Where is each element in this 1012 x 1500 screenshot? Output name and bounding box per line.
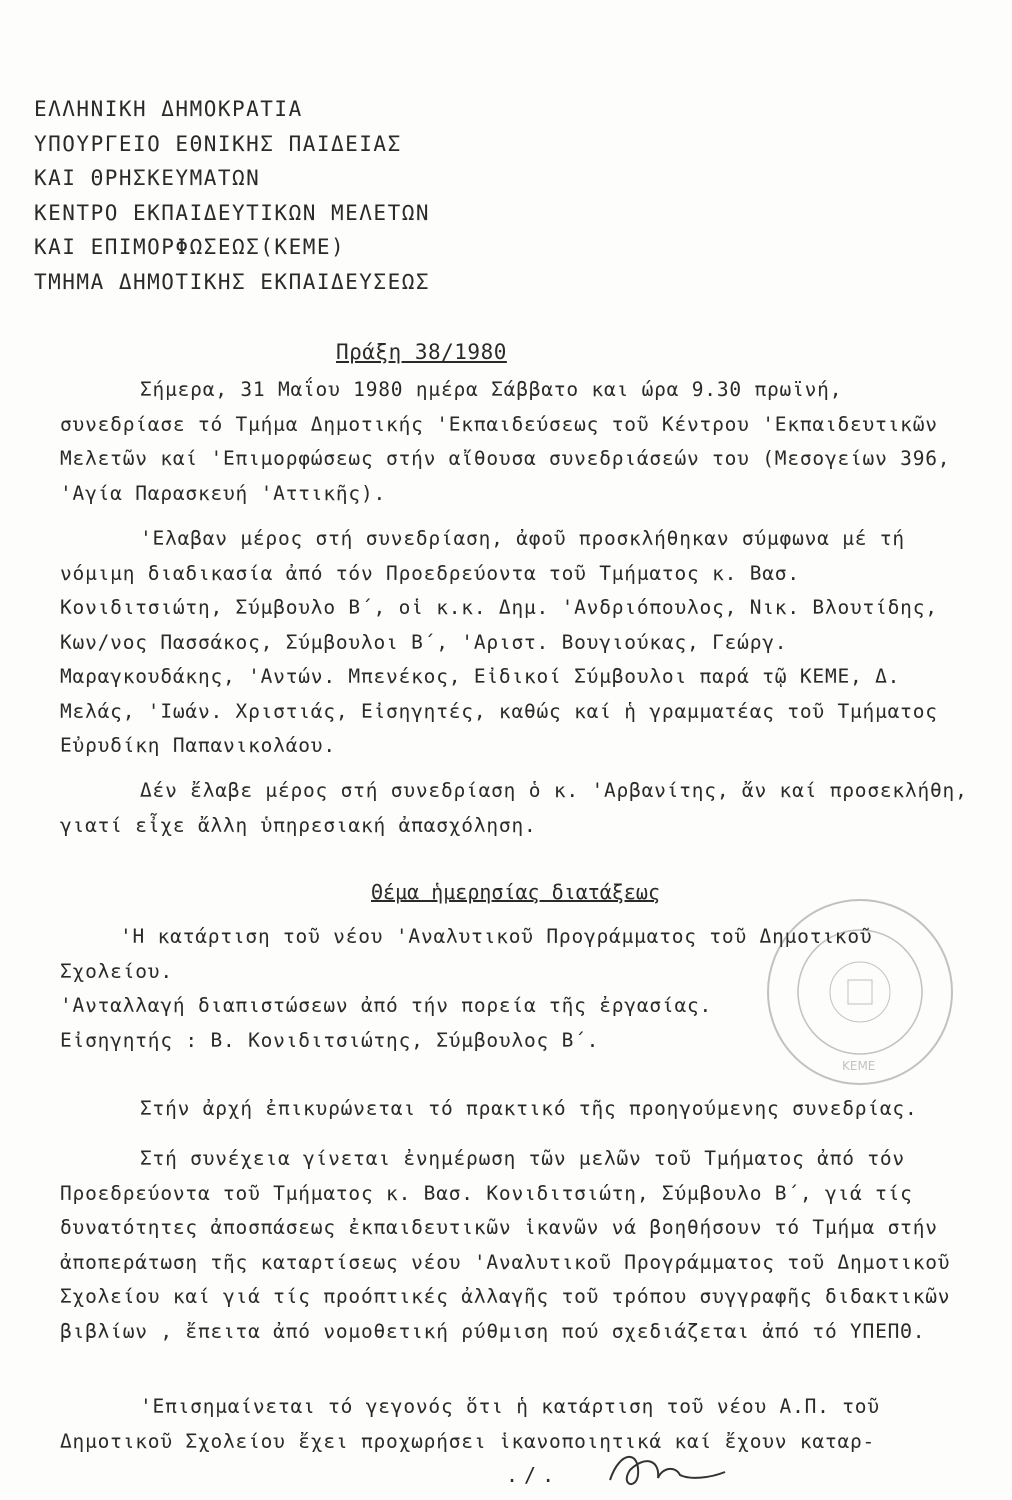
- paragraph-session-intro: [60, 373, 970, 511]
- handwritten-signature: [600, 1440, 730, 1500]
- letterhead-line: ΚΑΙ ΘΡΗΣΚΕΥΜΑΤΩΝ: [34, 166, 261, 190]
- paragraph-text: Σήμερα, 31 Μαΐου 1980 ημέρα Σάββατο και ώρα 9.30 πρωϊνή, συνεδρίασε τό Τμήμα Δημοτικής 'Εκπαιδεύσεως τοῦ Κέντρου 'Εκπαιδευτικῶν Μελετῶν καί 'Επιμορφώσεως στήν αἴθουσα συνεδριάσεών του (Μεσογείων 396, 'Αγία Παρασκευή 'Αττικῆς).: [60, 378, 951, 505]
- paragraph-absent: [60, 774, 970, 843]
- continuation-mark: ./.: [506, 1463, 561, 1487]
- letterhead: [34, 92, 430, 299]
- letterhead-line: ΥΠΟΥΡΓΕΙΟ ΕΘΝΙΚΗΣ ΠΑΙΔΕΙΑΣ: [34, 131, 402, 156]
- paragraph-text: Στήν ἀρχή ἐπικυρώνεται τό πρακτικό τῆς προηγούμενης συνεδρίας.: [140, 1097, 918, 1120]
- agenda-heading: Θέμα ἡμερησίας διατάξεως: [371, 880, 660, 904]
- letterhead-line: ΚΕΝΤΡΟ ΕΚΠΑΙΔΕΥΤΙΚΩΝ ΜΕΛΕΤΩΝ: [34, 200, 431, 225]
- letterhead-line: ΕΛΛΗΝΙΚΗ ΔΗΜΟΚΡΑΤΙΑ: [34, 97, 303, 121]
- agenda-items: [60, 920, 873, 1058]
- agenda-line: Εἰσηγητής : Β. Κονιδιτσιώτης, Σύμβουλος Β΄.: [60, 1028, 600, 1052]
- letterhead-line: ΚΑΙ ΕΠΙΜΟΡΦΩΣΕΩΣ(ΚΕΜΕ): [34, 235, 346, 259]
- document-title: Πράξη 38/1980: [336, 340, 507, 364]
- paragraph-text: 'Επισημαίνεται τό γεγονός ὅτι ἡ κατάρτιση τοῦ νέου Α.Π. τοῦ Δημοτικοῦ Σχολείου ἔχει προχωρήσει ἱκανοποιητικά καί ἔχουν καταρ-: [60, 1395, 880, 1453]
- stamp-label: ΚΕΜΕ: [842, 1059, 876, 1073]
- paragraph-briefing: [60, 1142, 970, 1349]
- paragraph-attendees: [60, 522, 970, 764]
- paragraph-text: Δέν ἔλαβε μέρος στή συνεδρίαση ὁ κ. 'Αρβανίτης, ἄν καί προσεκλήθη, γιατί εἶχε ἄλλη ὑπηρεσιακή ἀπασχόληση.: [60, 779, 968, 837]
- official-seal-stamp: [760, 892, 960, 1092]
- agenda-line: 'Η κατάρτιση τοῦ νέου 'Αναλυτικοῦ Προγράμματος τοῦ Δημοτικοῦ: [120, 925, 873, 948]
- paragraph-text: 'Ελαβαν μέρος στή συνεδρίαση, ἀφοῦ προσκλήθηκαν σύμφωνα μέ τή νόμιμη διαδικασία ἀπό τόν Προεδρεύοντα τοῦ Τμήματος κ. Βασ. Κονιδιτσιώτη, Σύμβουλο Β΄, οἱ κ.κ. Δημ. 'Ανδριόπουλος, Νικ. Βλουτίδης, Κων/νος Πασσάκος, Σύμβουλοι Β΄, 'Αριστ. Βουγιούκας, Γεώργ. Μαραγκουδάκης, 'Αντών. Μπενέκος, Εἰδικοί Σύμβουλοι παρά τῷ ΚΕΜΕ, Δ. Μελάς, 'Ιωάν. Χριστιάς, Εἰσηγητές, καθώς καί ἡ γραμματέας τοῦ Τμήματος Εὐρυδίκη Παπανικολάου.: [60, 527, 938, 757]
- agenda-line: Σχολείου.: [60, 959, 173, 983]
- paragraph-text: Στή συνέχεια γίνεται ἐνημέρωση τῶν μελῶν τοῦ Τμήματος ἀπό τόν Προεδρεύοντα τοῦ Τμήματος κ. Βασ. Κονιδιτσιώτη, Σύμβουλο Β΄, γιά τίς δυνατότητες ἀποσπάσεως ἐκπαιδευτικῶν ἱκανῶν νά βοηθήσουν τό Τμήμα στήν ἀποπεράτωση τῆς καταρτίσεως νέου 'Αναλυτικοῦ Προγράμματος τοῦ Δημοτικοῦ Σχολείου καί γιά τίς προόπτικές ἀλλαγῆς τοῦ τρόπου συγγραφῆς διδακτικῶν βιβλίων , ἔπειτα ἀπό νομοθετική ρύθμιση πού σχεδιάζεται ἀπό τό ΥΠΕΠΘ.: [60, 1147, 951, 1343]
- letterhead-line: ΤΜΗΜΑ ΔΗΜΟΤΙΚΗΣ ΕΚΠΑΙΔΕΥΣΕΩΣ: [34, 269, 431, 294]
- paragraph-progress: [60, 1390, 970, 1459]
- paragraph-minutes-approval: [60, 1092, 970, 1127]
- agenda-line: 'Ανταλλαγή διαπιστώσεων ἀπό τήν πορεία τῆς ἐργασίας.: [60, 994, 713, 1017]
